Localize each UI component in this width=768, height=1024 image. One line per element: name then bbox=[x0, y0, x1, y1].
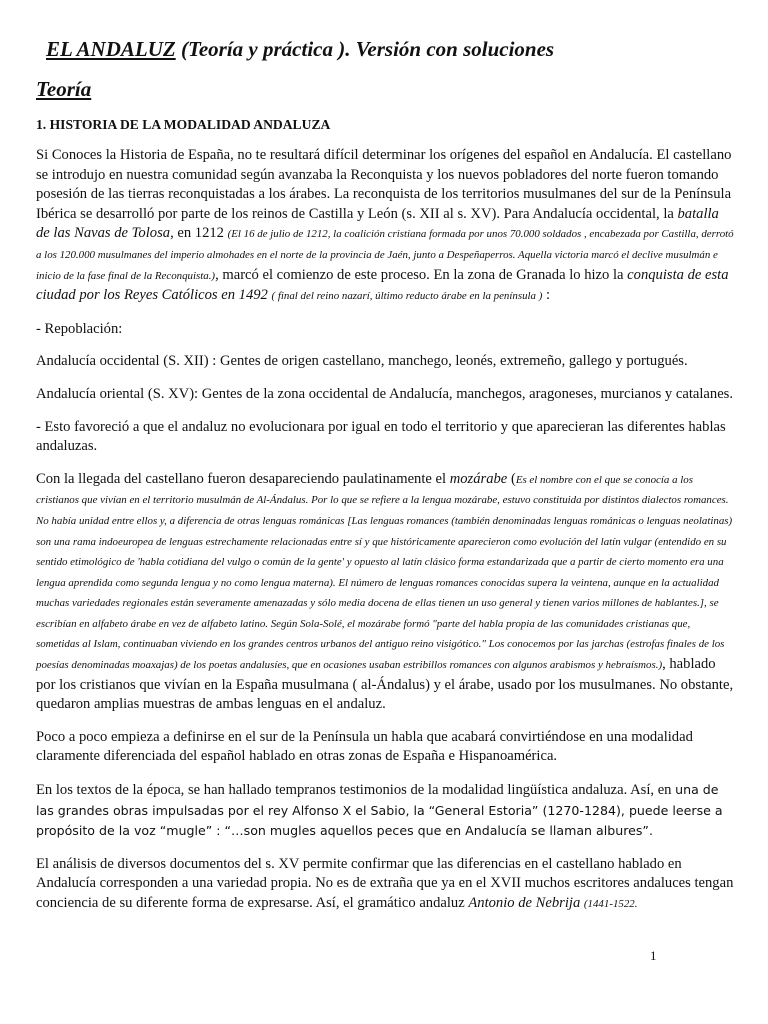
text-run: En los textos de la época, se han hallado tempranos testimonios de la modalidad lingüística andaluza. Así, en bbox=[36, 782, 676, 799]
section-heading-historia: 1. HISTORIA DE LA MODALIDAD ANDALUZA bbox=[36, 117, 331, 132]
paragraph-hablas-andaluzas: - Esto favoreció a que el andaluz no evolucionara por igual en todo el territorio y que aparecieran las diferentes hablas andaluzas. bbox=[36, 418, 726, 455]
conquista-granada: conquista de esta ciudad por los Reyes Católicos en 1492 bbox=[36, 266, 729, 304]
paragraph-andalucia-oriental: Andalucía oriental (S. XV): Gentes de la zona occidental de Andalucía, manchegos, aragoneses, murcianos y catalanes. bbox=[36, 385, 733, 402]
teoria-heading: Teoría bbox=[36, 77, 92, 101]
paragraph-modalidad: Poco a poco empieza a definirse en el sur de la Península un habla que acabará convirtiéndose en una modalidad claramente diferenciada del español hablado en otras zonas de España e Hispanoamérica. bbox=[36, 728, 693, 765]
title-subtitle: (Teoría y práctica ). Versión con soluciones bbox=[175, 37, 555, 61]
paragraph-mozarabe bbox=[36, 470, 734, 715]
title-main: EL ANDALUZ bbox=[46, 37, 176, 61]
text-run: El análisis de diversos documentos del s. XV permite confirmar que las diferencias en el castellano hablado en Andalucía corresponden a una variedad propia. No es de extraña que ya en el XVII muchos escritores andaluces tengan conciencia de su diferente forma de expresarse. Así, el gramático andaluz bbox=[36, 855, 734, 911]
text-run: , en 1212 bbox=[170, 225, 228, 242]
note-navas-tolosa: (El 16 de julio de 1212, la coalición cristiana formada por unos 70.000 soldados , encabezada por Castilla, derrotó a los 120.000 musulmanes del imperio almohades en el norte de la provincia de Jaén, junto a Despeñaperros. Aquella victoria marcó el declive musulmán e inicio de la fase final de la Reconquista.) bbox=[36, 228, 734, 282]
note-reino-nazari: ( final del reino nazarí, último reducto árabe en la península ) bbox=[271, 290, 543, 303]
document-page bbox=[36, 28, 734, 915]
batalla-navas-tolosa: batalla de las Navas de Tolosa bbox=[36, 205, 719, 242]
document-title bbox=[46, 36, 734, 62]
repoblacion-heading: - Repoblación: bbox=[36, 320, 123, 337]
nebrija-dates: (1441-1522. bbox=[583, 898, 638, 910]
text-run: : bbox=[542, 287, 551, 304]
text-run: ( bbox=[507, 470, 516, 487]
antonio-de-nebrija: Antonio de Nebrija bbox=[468, 895, 581, 911]
paragraph-andalucia-occidental: Andalucía occidental (S. XII) : Gentes de origen castellano, manchego, leonés, extremeño, gallego y portugués. bbox=[36, 353, 688, 370]
paragraph-testimonios bbox=[36, 780, 734, 842]
text-run: Si Conoces la Historia de España, no te resultará difícil determinar los orígenes del español en Andalucía. El castellano se introdujo en nuestra comunidad según avanzaba la Reconquista y los nuevos pobladores del norte fueron tomando posesión de las tierras reconquistadas a los árabes. La reconquista de los territorios musulmanes del sur de la Península Ibérica se desarrolló por parte de los reinos de Castilla y León (s. XII al s. XV). Para Andalucía occidental, la bbox=[36, 147, 732, 222]
mozarabe-term: mozárabe bbox=[449, 470, 508, 487]
page-number: 1 bbox=[650, 948, 657, 963]
quote-general-estoria: una de las grandes obras impulsadas por el rey Alfonso X el Sabio, la “General Estoria” (1270-1284), puede leerse a propósito de la voz “mugle” : “…son mugles aquellos peces que en Andalucía se llaman albures”. bbox=[36, 782, 723, 839]
paragraph-historia bbox=[36, 146, 734, 307]
text-run: , marcó el comienzo de este proceso. En la zona de Granada lo hizo la bbox=[215, 266, 628, 283]
text-run: , hablado por los cristianos que vivían en la España musulmana ( al-Ándalus) y el árabe, usado por los musulmanes. No obstante, quedaron amplias muestras de ambas lenguas en el andaluz. bbox=[36, 656, 734, 713]
text-run: Con la llegada del castellano fueron desapareciendo paulatinamente el bbox=[36, 470, 450, 487]
paragraph-nebrija bbox=[36, 855, 734, 915]
note-mozarabe: Es el nombre con el que se conocía a los cristianos que vivían en el territorio musulmán de Al-Ándalus. Por lo que se refiere a la lengua mozárabe, estuvo constituida por distintos dialectos romances. No había unidad entre ellos y, a diferencia de otras lenguas románicas [Las lenguas romances (también denominadas lenguas románicas o lenguas neolatinas) son una rama indoeuropea de lenguas estrechamente relacionadas entre sí y que históricamente aparecieron como evolución del latín vulgar (entendido en su sentido etimológico de 'habla cotidiana del vulgo o común de la gente' y opuesto al latín clásico forma estandarizada que a partir de cierto momento era una lengua aprendida como segunda lengua y no como lengua materna). El número de lenguas romances conocidas supera la veintena, aunque en la actualidad muchas variedades regionales están severamente amenazadas y sólo media docena de ellas tienen un uso general y tienen varios millones de hablantes.], se escribían en alfabeto árabe en vez de alfabeto latino. Según Sola-Solé, el mozárabe formó "parte del habla propia de las comunidades cristianas que, sometidas al Islam, continuaban viviendo en los grandes centros urbanos del antiguo reino visigótico." Los conocemos por las jarchas (estrofas finales de los poesías denominadas moaxajas) de los poetas andalusíes, que en ocasiones usaban estribillos romances con algunos arabismos y hebraísmos.) bbox=[36, 473, 733, 672]
